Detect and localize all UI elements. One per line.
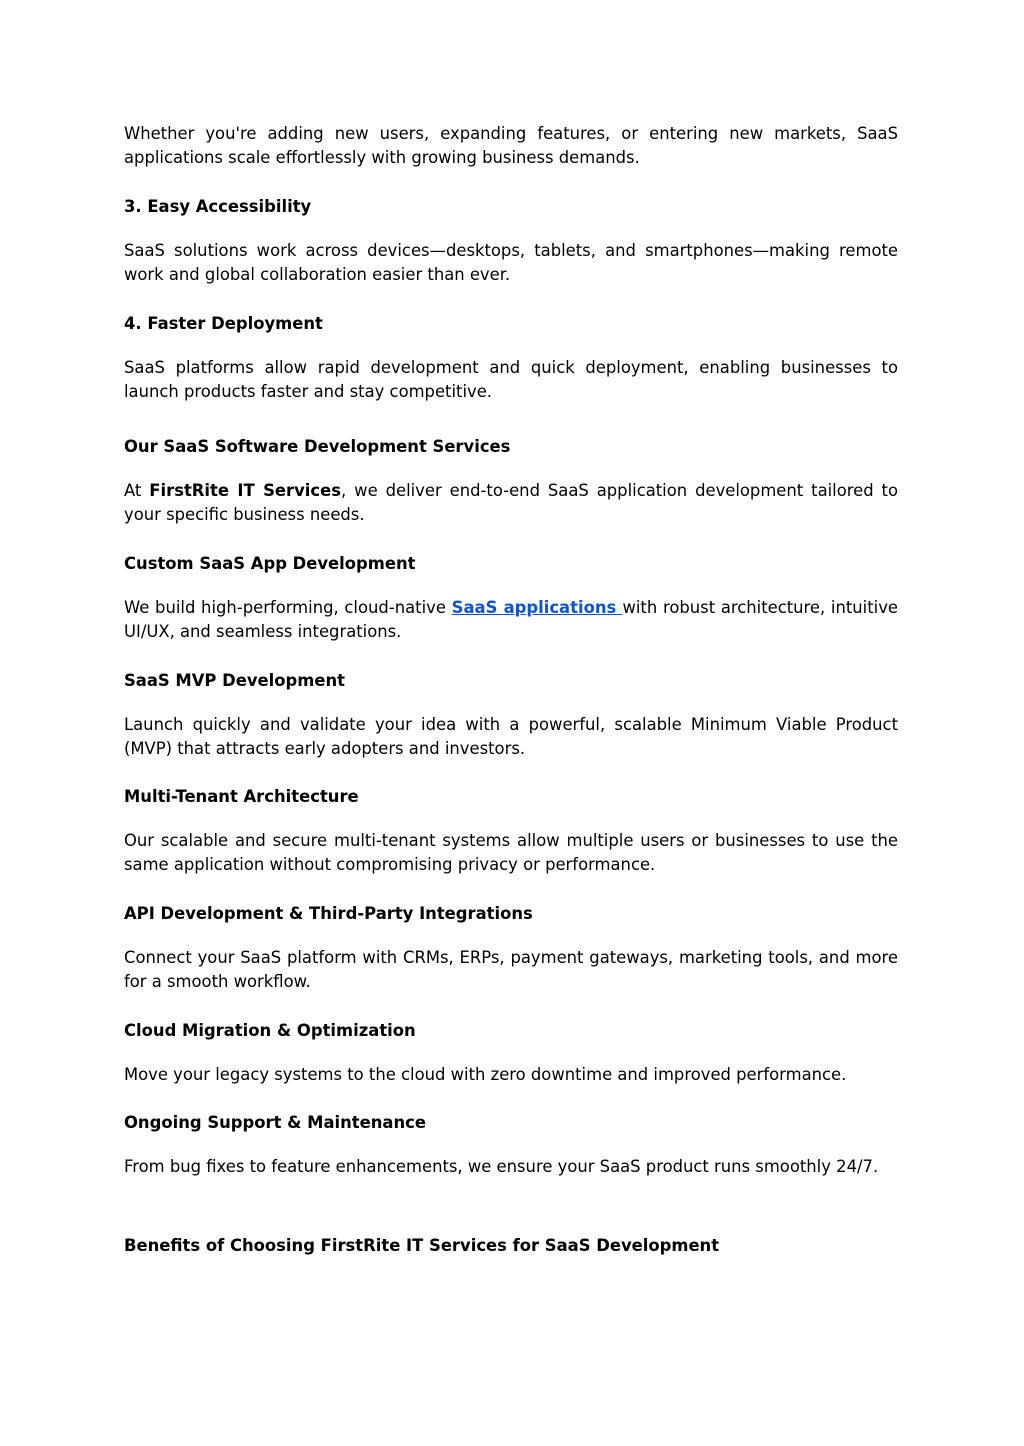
paragraph-api: Connect your SaaS platform with CRMs, ERPs, payment gateways, marketing tools, and more for a smooth workflow.: [124, 948, 898, 991]
company-name: FirstRite IT Services: [149, 481, 342, 500]
heading-cloud-migration: Cloud Migration & Optimization: [124, 1021, 416, 1040]
heading-custom-saas: Custom SaaS App Development: [124, 554, 416, 573]
text-span: with robust architecture, intuitive UI/UX, and seamless integrations.: [124, 598, 899, 641]
heading-faster-deployment: 4. Faster Deployment: [124, 314, 323, 333]
heading-support: Ongoing Support & Maintenance: [124, 1113, 426, 1132]
paragraph-services-intro: [124, 479, 898, 527]
paragraph-custom-saas: [124, 596, 898, 644]
paragraph-mvp: Launch quickly and validate your idea with a powerful, scalable Minimum Viable Product (MVP) that attracts early adopters and investors.: [124, 715, 898, 758]
paragraph-accessibility: SaaS solutions work across devices—desktops, tablets, and smartphones—making remote work and global collaboration easier than ever.: [124, 241, 898, 284]
text-span: At: [124, 481, 150, 500]
paragraph-deployment: SaaS platforms allow rapid development and quick deployment, enabling businesses to launch products faster and stay competitive.: [124, 358, 898, 401]
heading-benefits: Benefits of Choosing FirstRite IT Services for SaaS Development: [124, 1236, 720, 1255]
heading-multi-tenant: Multi-Tenant Architecture: [124, 787, 359, 806]
text-span: , we deliver end-to-end SaaS application development tailored to your specific business needs.: [124, 481, 899, 524]
paragraph-scalability: Whether you're adding new users, expanding features, or entering new markets, SaaS applications scale effortlessly with growing business demands.: [124, 124, 898, 167]
saas-applications-link[interactable]: SaaS applications: [451, 598, 623, 617]
paragraph-multi-tenant: Our scalable and secure multi-tenant systems allow multiple users or businesses to use the same application without compromising privacy or performance.: [124, 831, 898, 874]
heading-easy-accessibility: 3. Easy Accessibility: [124, 197, 312, 216]
paragraph-cloud-migration: Move your legacy systems to the cloud with zero downtime and improved performance.: [124, 1065, 847, 1084]
heading-services: Our SaaS Software Development Services: [124, 437, 511, 456]
paragraph-support: From bug fixes to feature enhancements, we ensure your SaaS product runs smoothly 24/7.: [124, 1157, 879, 1176]
heading-mvp: SaaS MVP Development: [124, 671, 345, 690]
text-span: We build high-performing, cloud-native: [124, 598, 452, 617]
heading-api: API Development & Third-Party Integrations: [124, 904, 533, 923]
